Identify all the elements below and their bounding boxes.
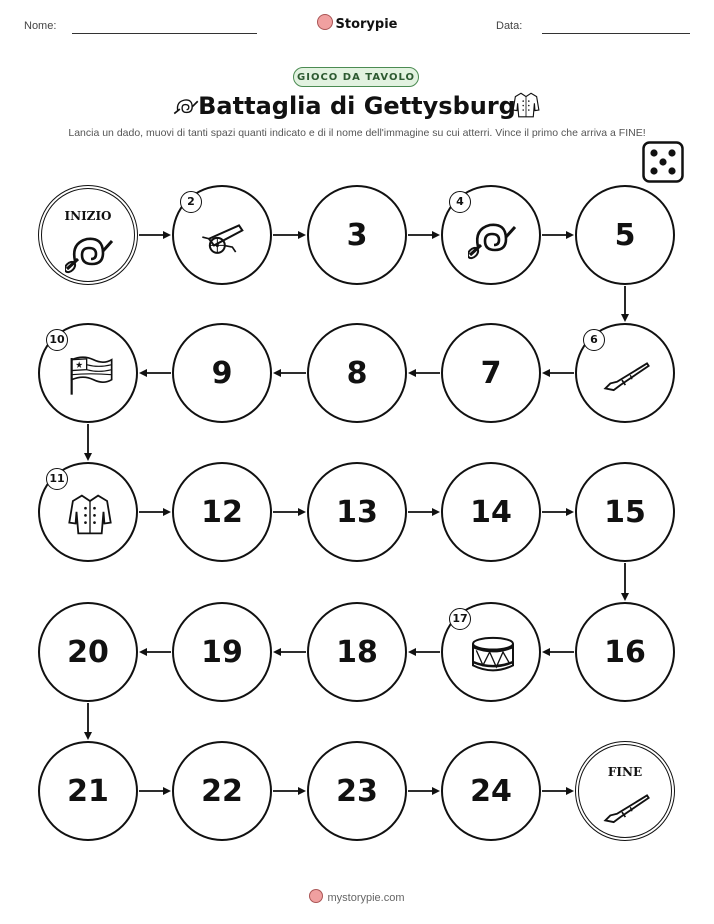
path-arrow xyxy=(84,703,92,740)
board-space-24[interactable] xyxy=(441,741,541,841)
path-arrow xyxy=(542,369,574,377)
board-space-16[interactable] xyxy=(575,602,675,702)
space-number: 15 xyxy=(604,494,646,530)
board-space-6[interactable] xyxy=(575,323,675,423)
space-number: 18 xyxy=(336,634,378,670)
path-arrow xyxy=(542,787,574,795)
path-arrow xyxy=(621,286,629,322)
space-number: 24 xyxy=(470,773,512,809)
space-number: 13 xyxy=(336,494,378,530)
path-arrow xyxy=(621,563,629,601)
rifle-icon xyxy=(602,785,652,830)
path-arrow xyxy=(408,508,440,516)
path-arrow xyxy=(542,231,574,239)
space-number-badge: 10 xyxy=(46,329,68,351)
path-arrow xyxy=(408,369,440,377)
path-arrow xyxy=(408,648,440,656)
brand-name: Storypie xyxy=(335,17,398,32)
start-label: INIZIO xyxy=(64,209,112,223)
space-number: 5 xyxy=(614,217,636,253)
path-arrow xyxy=(408,787,440,795)
footer xyxy=(0,889,714,904)
space-number-badge: 17 xyxy=(449,608,471,630)
category-badge: GIOCO DA TAVOLO xyxy=(293,67,419,87)
footer-url: mystorypie.com xyxy=(327,892,405,904)
path-arrow xyxy=(273,508,306,516)
board-space-10[interactable] xyxy=(38,323,138,423)
space-number: 7 xyxy=(480,355,502,391)
board-space-14[interactable] xyxy=(441,462,541,562)
space-number: 20 xyxy=(67,634,109,670)
path-arrow xyxy=(139,369,171,377)
space-number: 9 xyxy=(211,355,233,391)
flag-icon xyxy=(65,353,115,398)
space-number-badge: 2 xyxy=(180,191,202,213)
path-arrow xyxy=(408,231,440,239)
board-space-18[interactable] xyxy=(307,602,407,702)
path-arrow xyxy=(273,369,306,377)
path-arrow xyxy=(273,231,306,239)
path-arrow xyxy=(273,787,306,795)
board-space-8[interactable] xyxy=(307,323,407,423)
board-space-3[interactable] xyxy=(307,185,407,285)
start-space[interactable] xyxy=(38,185,138,285)
space-number: 3 xyxy=(346,217,368,253)
finish-label: FINE xyxy=(607,765,643,779)
space-number: 14 xyxy=(470,494,512,530)
board-space-13[interactable] xyxy=(307,462,407,562)
board-space-5[interactable] xyxy=(575,185,675,285)
board-space-11[interactable] xyxy=(38,462,138,562)
board-space-9[interactable] xyxy=(172,323,272,423)
space-number: 21 xyxy=(67,773,109,809)
space-number: 12 xyxy=(201,494,243,530)
coat-icon xyxy=(65,492,115,537)
path-arrow xyxy=(139,231,171,239)
space-number: 8 xyxy=(346,355,368,391)
board-space-23[interactable] xyxy=(307,741,407,841)
path-arrow xyxy=(273,648,306,656)
path-arrow xyxy=(542,508,574,516)
path-arrow xyxy=(139,787,171,795)
space-number: 23 xyxy=(336,773,378,809)
space-number-badge: 4 xyxy=(449,191,471,213)
board-space-19[interactable] xyxy=(172,602,272,702)
finish-space[interactable] xyxy=(575,741,675,841)
board-space-12[interactable] xyxy=(172,462,272,562)
horn-icon xyxy=(468,215,518,260)
rifle-icon xyxy=(602,353,652,398)
board-space-15[interactable] xyxy=(575,462,675,562)
drum-icon xyxy=(468,632,518,677)
board-space-21[interactable] xyxy=(38,741,138,841)
page-title: Battaglia di Gettysburg xyxy=(198,92,516,120)
date-label: Data: xyxy=(496,20,523,32)
path-arrow xyxy=(84,424,92,461)
name-label: Nome: xyxy=(24,20,57,32)
space-number: 16 xyxy=(604,634,646,670)
storypie-logo-icon xyxy=(309,889,323,903)
space-number: 22 xyxy=(201,773,243,809)
instructions: Lancia un dado, muovi di tanti spazi quanti indicato e di il nome dell'immagine su cui atterri. Vince il primo che arriva a FINE! xyxy=(68,127,646,139)
board-space-2[interactable] xyxy=(172,185,272,285)
board-space-22[interactable] xyxy=(172,741,272,841)
space-number-badge: 6 xyxy=(583,329,605,351)
board-space-7[interactable] xyxy=(441,323,541,423)
path-arrow xyxy=(542,648,574,656)
path-arrow xyxy=(139,508,171,516)
board-space-4[interactable] xyxy=(441,185,541,285)
space-number: 19 xyxy=(201,634,243,670)
board-space-17[interactable] xyxy=(441,602,541,702)
horn-icon xyxy=(65,229,115,274)
path-arrow xyxy=(139,648,171,656)
cannon-icon xyxy=(199,215,249,260)
board-space-20[interactable] xyxy=(38,602,138,702)
space-number-badge: 11 xyxy=(46,468,68,490)
